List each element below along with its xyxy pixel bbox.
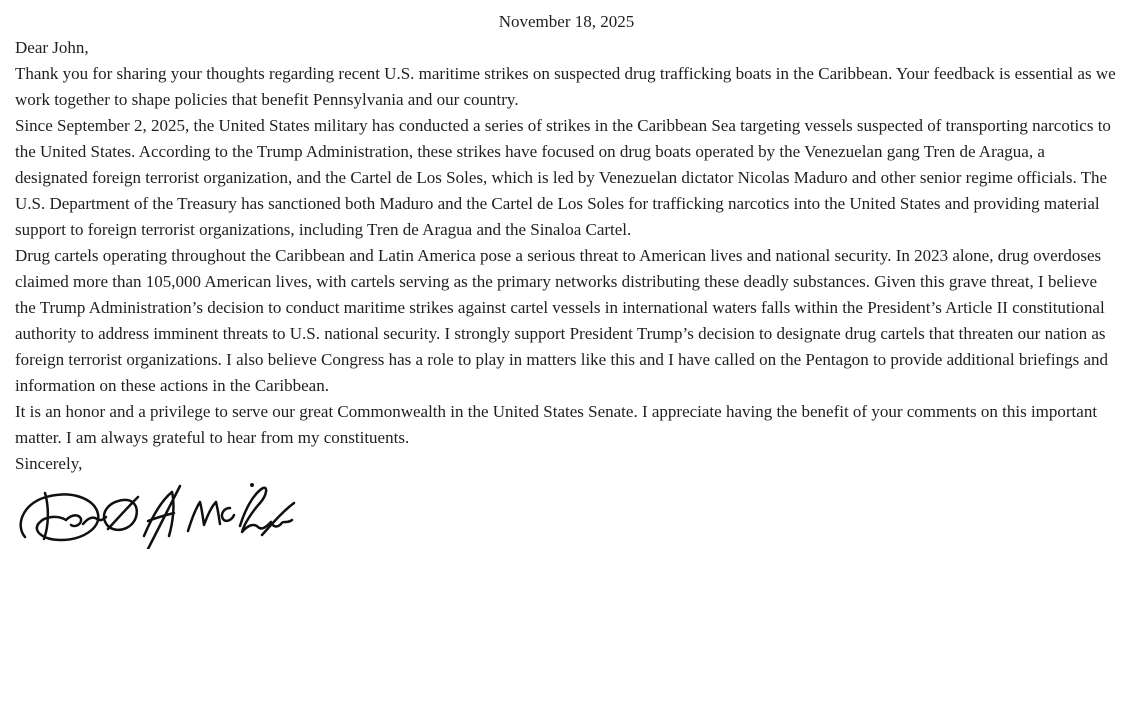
signature-icon [9,479,299,549]
dave-mccormick-signature-image [9,479,299,549]
letter-paragraph-4: It is an honor and a privilege to serve our great Commonwealth in the United States Senate. I appreciate having the benefit of your comments on this important matter. I am always grateful to hear from my constituents. [15,402,1098,447]
letter-closing: Sincerely, [15,454,83,473]
letter-paragraph-3: Drug cartels operating throughout the Caribbean and Latin America pose a serious threat to American lives and national security. In 2023 alone, drug overdoses claimed more than 105,000 American lives, with cartels serving as the primary networks distributing these deadly substances. Given this grave threat, I believe the Trump Administration’s decision to conduct maritime strikes against cartel vessels in international waters falls within the President’s Article II constitutional authority to address imminent threats to U.S. national security. I strongly support President Trump’s decision to designate drug cartels that threaten our nation as foreign terrorist organizations. I also believe Congress has a role to play in matters like this and I have called on the Pentagon to provide additional briefings and information on these actions in the Caribbean. [15,246,1109,395]
letter-salutation: Dear John, [15,38,89,57]
letter-paragraph-1: Thank you for sharing your thoughts regarding recent U.S. maritime strikes on suspected drug trafficking boats in the Caribbean. Your feedback is essential as we work together to shape policies that benefit Pennsylvania and our country. [15,64,1116,109]
letter-date: November 18, 2025 [498,12,635,31]
letter-paragraph-2: Since September 2, 2025, the United States military has conducted a series of strikes in the Caribbean Sea targeting vessels suspected of transporting narcotics to the United States. According to the Trump Administration, these strikes have focused on drug boats operated by the Venezuelan gang Tren de Aragua, a designated foreign terrorist organization, and the Cartel de Los Soles, which is led by Venezuelan dictator Nicolas Maduro and other senior regime officials. The U.S. Department of the Treasury has sanctioned both Maduro and the Cartel de Los Soles for trafficking narcotics into the United States and providing material support to foreign terrorist organizations, including Tren de Aragua and the Sinaloa Cartel. [15,116,1111,239]
